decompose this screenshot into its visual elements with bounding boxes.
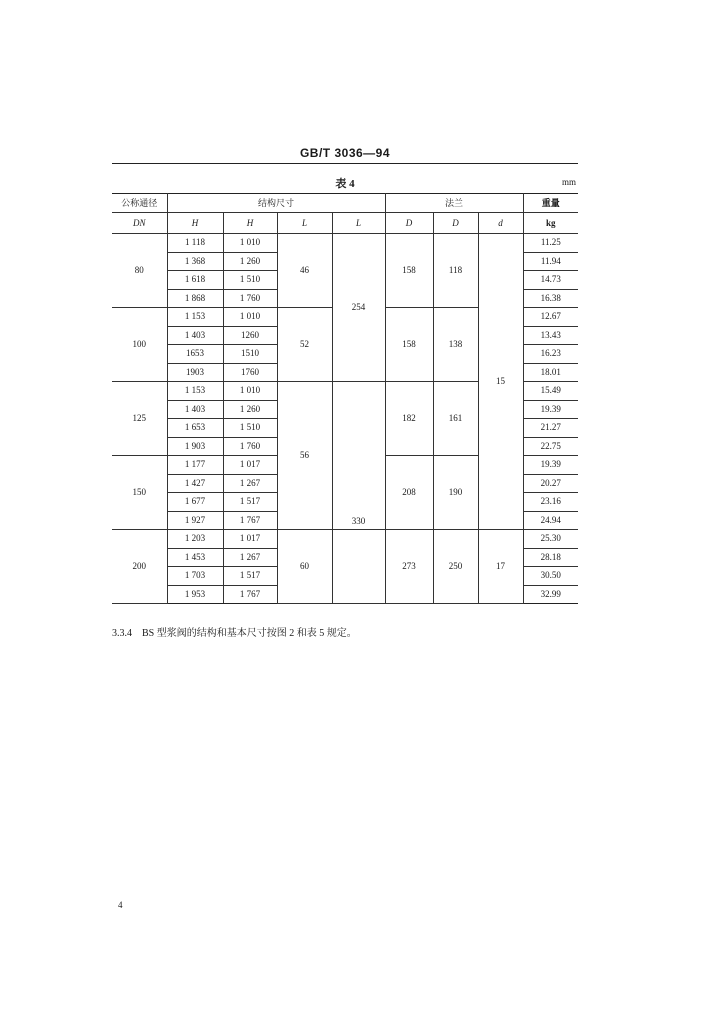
header-row-2 <box>112 213 578 234</box>
weight-cell: 19.39 <box>523 400 578 419</box>
l-cell: 60 <box>277 530 332 604</box>
h1-cell: 1 517 <box>223 567 277 586</box>
weight-cell: 16.38 <box>523 289 578 308</box>
weight-header: 重量 <box>523 194 578 213</box>
h1-cell: 1 010 <box>223 382 277 401</box>
h-cell: 1 453 <box>167 548 223 567</box>
h1-cell: 1 760 <box>223 289 277 308</box>
col-H1-header: H <box>223 213 277 234</box>
h-cell: 1 653 <box>167 419 223 438</box>
h-cell: 1 403 <box>167 400 223 419</box>
h-cell: 1903 <box>167 363 223 382</box>
l1-cell: 254 <box>332 234 385 382</box>
h-cell: 1 903 <box>167 437 223 456</box>
h-cell: 1 177 <box>167 456 223 475</box>
h1-cell: 1 010 <box>223 308 277 327</box>
d1-cell: 190 <box>433 456 478 530</box>
dn-cell: 150 <box>112 456 167 530</box>
dn-symbol: DN <box>112 213 167 234</box>
d-cell: 182 <box>385 382 433 456</box>
h1-cell: 1 267 <box>223 548 277 567</box>
standard-number: GB/T 3036—94 <box>299 146 391 160</box>
h1-cell: 1 767 <box>223 511 277 530</box>
h1-cell: 1 260 <box>223 252 277 271</box>
clause-text: 3.3.4 BS 型浆阀的结构和基本尺寸按图 2 和表 5 规定。 <box>112 628 357 639</box>
h1-cell: 1 017 <box>223 530 277 549</box>
h-cell: 1 703 <box>167 567 223 586</box>
h-cell: 1 618 <box>167 271 223 290</box>
weight-cell: 14.73 <box>523 271 578 290</box>
h1-cell: 1 010 <box>223 234 277 253</box>
table-row <box>112 530 578 549</box>
page-number: 4 <box>118 900 123 910</box>
h1-cell: 1 017 <box>223 456 277 475</box>
h-cell: 1 953 <box>167 585 223 604</box>
weight-cell: 28.18 <box>523 548 578 567</box>
h-cell: 1 153 <box>167 382 223 401</box>
l1-cell: 330 <box>332 382 385 530</box>
h1-cell: 1 510 <box>223 419 277 438</box>
h-cell: 1 868 <box>167 289 223 308</box>
spec-table <box>112 193 578 604</box>
weight-cell: 13.43 <box>523 326 578 345</box>
h1-cell: 1 267 <box>223 474 277 493</box>
dn-cell: 200 <box>112 530 167 604</box>
h-cell: 1 427 <box>167 474 223 493</box>
h1-cell: 1 510 <box>223 271 277 290</box>
weight-cell: 21.27 <box>523 419 578 438</box>
d1-cell: 138 <box>433 308 478 382</box>
h1-cell: 1 767 <box>223 585 277 604</box>
d-cell: 158 <box>385 308 433 382</box>
col-d-header: d <box>478 213 523 234</box>
h-cell: 1 118 <box>167 234 223 253</box>
col-L-header: L <box>277 213 332 234</box>
weight-cell: 11.94 <box>523 252 578 271</box>
weight-cell: 12.67 <box>523 308 578 327</box>
d1-cell: 250 <box>433 530 478 604</box>
col-H-header: H <box>167 213 223 234</box>
d-cell: 273 <box>385 530 433 604</box>
h-cell: 1 403 <box>167 326 223 345</box>
table-unit: mm <box>561 177 576 187</box>
col-D1-header: D <box>433 213 478 234</box>
d1-cell: 161 <box>433 382 478 456</box>
header-rule <box>112 163 578 164</box>
h1-cell: 1 517 <box>223 493 277 512</box>
weight-cell: 30.50 <box>523 567 578 586</box>
weight-unit: kg <box>523 213 578 234</box>
h1-cell: 1 260 <box>223 400 277 419</box>
small-d-cell: 15 <box>478 234 523 530</box>
structure-header: 结构尺寸 <box>167 194 385 213</box>
weight-cell: 22.75 <box>523 437 578 456</box>
weight-cell: 15.49 <box>523 382 578 401</box>
dn-cell: 80 <box>112 234 167 308</box>
table-row <box>112 234 578 253</box>
h-cell: 1 153 <box>167 308 223 327</box>
weight-cell: 24.94 <box>523 511 578 530</box>
l-cell: 52 <box>277 308 332 382</box>
h-cell: 1 927 <box>167 511 223 530</box>
h1-cell: 1510 <box>223 345 277 364</box>
d1-cell: 118 <box>433 234 478 308</box>
flange-header: 法兰 <box>385 194 523 213</box>
h-cell: 1 677 <box>167 493 223 512</box>
d-cell: 158 <box>385 234 433 308</box>
l-cell: 56 <box>277 382 332 530</box>
h1-cell: 1 760 <box>223 437 277 456</box>
weight-cell: 19.39 <box>523 456 578 475</box>
l-cell: 46 <box>277 234 332 308</box>
col-D-header: D <box>385 213 433 234</box>
h-cell: 1 368 <box>167 252 223 271</box>
small-d-cell: 17 <box>478 530 523 604</box>
d-cell: 208 <box>385 456 433 530</box>
weight-cell: 20.27 <box>523 474 578 493</box>
col-L1-header: L <box>332 213 385 234</box>
weight-cell: 18.01 <box>523 363 578 382</box>
h-cell: 1 203 <box>167 530 223 549</box>
weight-cell: 32.99 <box>523 585 578 604</box>
dn-header: 公称通径 <box>112 194 167 213</box>
h-cell: 1653 <box>167 345 223 364</box>
l1-cell-empty <box>332 530 385 604</box>
dn-cell: 100 <box>112 308 167 382</box>
table-caption: 表 4 <box>335 178 355 190</box>
h1-cell: 1760 <box>223 363 277 382</box>
h1-cell: 1260 <box>223 326 277 345</box>
weight-cell: 23.16 <box>523 493 578 512</box>
dn-cell: 125 <box>112 382 167 456</box>
weight-cell: 16.23 <box>523 345 578 364</box>
weight-cell: 25.30 <box>523 530 578 549</box>
weight-cell: 11.25 <box>523 234 578 253</box>
header-row-1 <box>112 194 578 213</box>
